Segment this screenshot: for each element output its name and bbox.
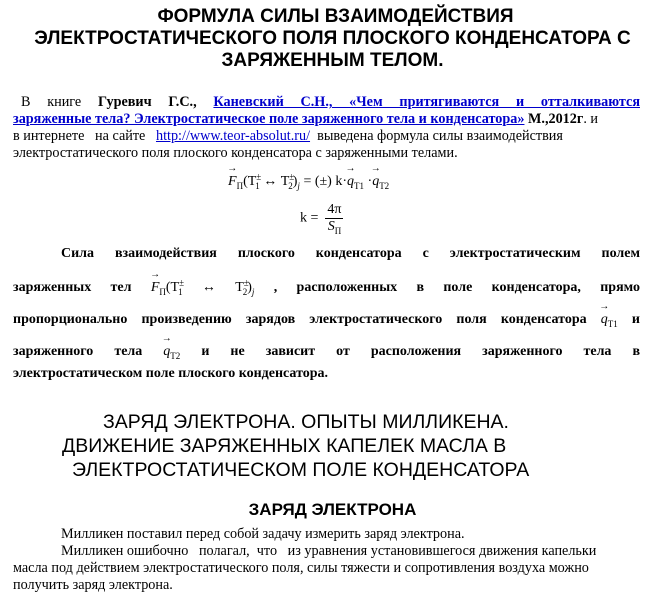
intro-line-3 bbox=[13, 128, 640, 145]
force-subscript: П bbox=[236, 180, 244, 191]
q2-symbol: → q bbox=[372, 174, 379, 190]
book-link-part-1[interactable]: Каневский С.Н., «Чем притягиваются и отталкиваются bbox=[213, 94, 640, 110]
book-link-part-2[interactable]: заряженные тела? Электростатическое поле заряженного тела и конденсатора» bbox=[13, 111, 525, 127]
section-line-3: ЭЛЕКТРОСТАТИЧЕСКОМ ПОЛЕ КОНДЕНСАТОРА bbox=[72, 459, 530, 481]
formula-close: ) bbox=[292, 174, 298, 189]
formula-eq: = (±) k· bbox=[299, 174, 348, 189]
para2-line-1: Сила взаимодействия плоского конденсатора с электростатическим полем bbox=[61, 246, 640, 261]
para3-line-1: Милликен поставил перед собой задачу измерить заряд электрона. bbox=[61, 526, 465, 542]
force-symbol: → F bbox=[228, 174, 237, 190]
k-fraction bbox=[325, 202, 343, 235]
q1-sub: Т1 bbox=[354, 180, 365, 191]
formula-dot: · bbox=[364, 174, 373, 189]
t2-sub: 2 bbox=[288, 180, 293, 191]
k-numerator: 4π bbox=[327, 202, 342, 217]
intro-paragraph bbox=[13, 94, 640, 162]
subsection-title: ЗАРЯД ЭЛЕКТРОНА bbox=[248, 500, 417, 519]
t1-sub: 1 bbox=[255, 180, 260, 191]
force-description bbox=[13, 246, 640, 382]
formula-k bbox=[300, 202, 343, 235]
millikan-paragraph bbox=[13, 526, 640, 594]
intro-and: . и bbox=[583, 111, 598, 127]
para3-line-4: получить заряд электрона. bbox=[13, 577, 173, 593]
intro-line-4: электростатического поля плоского конденсатора с заряженными телами. bbox=[13, 145, 458, 161]
site-link[interactable]: http://www.teor-absolut.ru/ bbox=[155, 128, 311, 144]
intro-pre: В книге bbox=[21, 94, 98, 110]
para2-line-2: заряженных тел → $F_П(Т^\pm_1$ ↔ $Т^\pm_2)_j$ , расположенных в поле конденсатора, прямо bbox=[13, 280, 640, 312]
q2-inline: → $q_{Т2}$ bbox=[163, 344, 180, 359]
q1-symbol: → q bbox=[347, 174, 354, 190]
intro-line-3-post: выведена формула силы взаимодействия bbox=[310, 128, 563, 144]
para3-line-3: масла под действием электростатического поля, силы тяжести и сопротивления воздуха можно bbox=[13, 560, 589, 576]
para3-line-2: Милликен ошибочно полагал, что из уравнения установившегося движения капельки bbox=[61, 543, 597, 559]
q2-sub: Т2 bbox=[379, 180, 390, 191]
formula-force bbox=[228, 171, 390, 191]
para2-line-4: заряженного тела → $q_{Т2}$ и не зависит от расположения заряженного тела в bbox=[13, 344, 640, 366]
title-line-3: ЗАРЯЖЕННЫМ ТЕЛОМ. bbox=[221, 50, 444, 71]
page-title bbox=[0, 6, 665, 72]
k-lhs: k = bbox=[300, 210, 322, 226]
t2-sup: ± bbox=[289, 171, 295, 182]
intro-line-3-pre: в интернете на сайте bbox=[13, 128, 156, 144]
para2-line-5: электростатическом поле плоского конденсатора. bbox=[13, 366, 329, 381]
t1-sup: ± bbox=[256, 171, 262, 182]
title-line-1: ФОРМУЛА СИЛЫ ВЗАИМОДЕЙСТВИЯ bbox=[157, 6, 514, 27]
para2-line-3: пропорционально произведению зарядов электростатического поля конденсатора → $q_{Т1}$ и bbox=[13, 312, 640, 344]
section-line-1: ЗАРЯД ЭЛЕКТРОНА. ОПЫТЫ МИЛЛИКЕНА. bbox=[103, 411, 509, 433]
formula-open: (Т bbox=[243, 174, 257, 189]
section-line-2: ДВИЖЕНИЕ ЗАРЯЖЕННЫХ КАПЕЛЕК МАСЛА В bbox=[62, 435, 507, 457]
section-heading bbox=[0, 410, 665, 482]
k-denominator: $S_П$ bbox=[327, 219, 342, 236]
formula-arrow: ↔ Т bbox=[259, 174, 290, 189]
intro-line-1 bbox=[13, 94, 640, 111]
author-name: Гуревич Г.С., bbox=[97, 94, 197, 110]
publisher: М.,2012г bbox=[524, 111, 584, 127]
j-subscript: j bbox=[297, 180, 300, 191]
q1-inline: → $q_{Т1}$ bbox=[601, 312, 618, 327]
title-line-2: ЭЛЕКТРОСТАТИЧЕСКОГО ПОЛЯ ПЛОСКОГО КОНДЕНСАТОРА С bbox=[34, 28, 631, 49]
force-inline: → $F_П(Т^\pm_1$ ↔ $Т^\pm_2)_j$ bbox=[151, 280, 255, 295]
intro-line-2 bbox=[13, 111, 640, 128]
